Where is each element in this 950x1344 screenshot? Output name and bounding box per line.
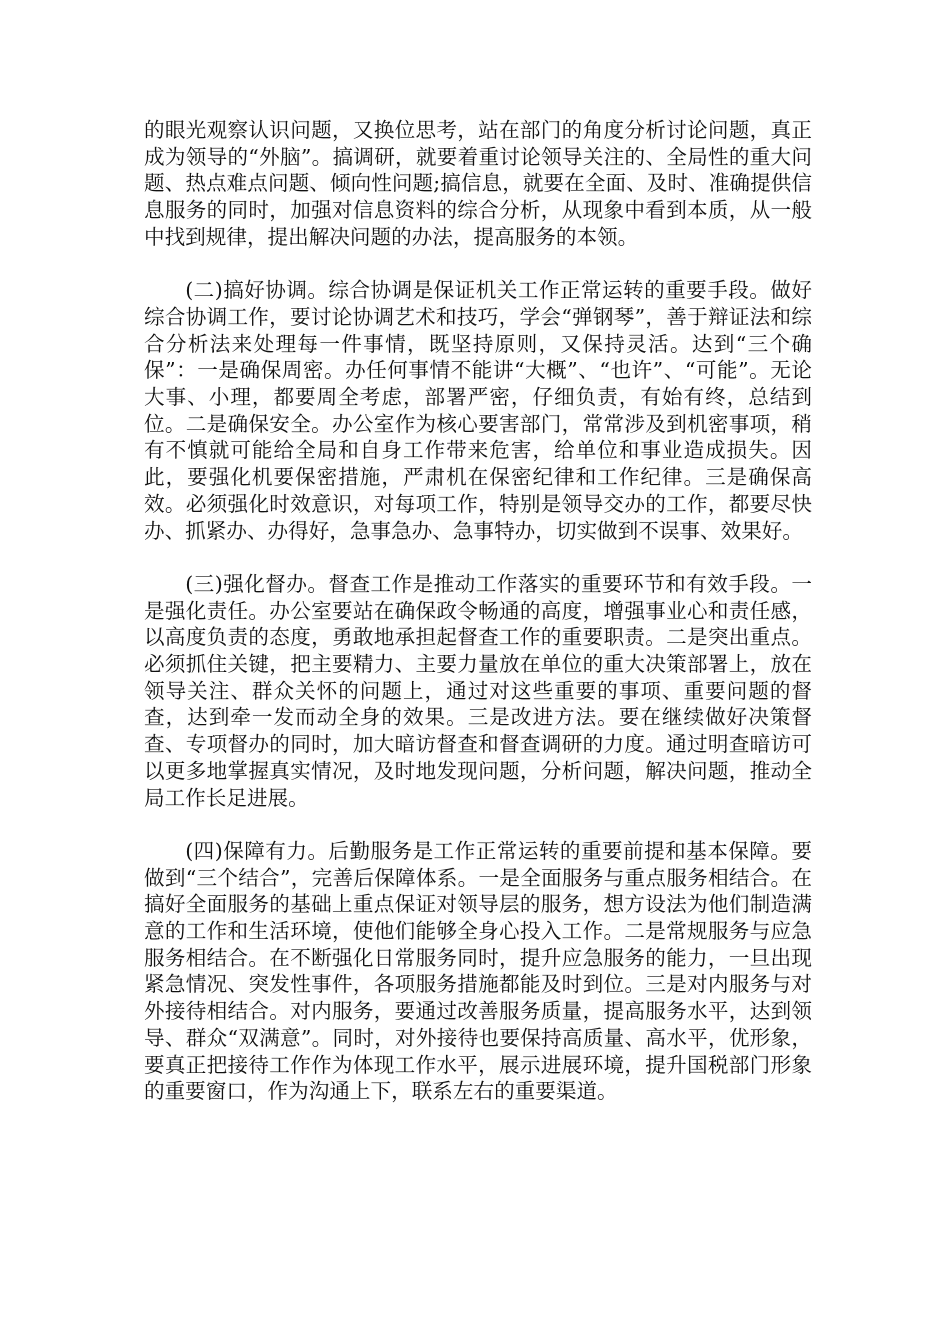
paragraph-continued: 的眼光观察认识问题，又换位思考，站在部门的角度分析讨论问题，真正成为领导的“外脑”。搞调研，就要着重讨论领导关注的、全局性的重大问题、热点难点问题、倾向性问题;搞信息，就要在全面、及时、准确提供信息服务的同时，加强对信息资料的综合分析，从现象中看到本质，从一般中找到规律，提出解决问题的办法，提高服务的本领。: [144, 118, 812, 249]
paragraph-coordination: (二)搞好协调。综合协调是保证机关工作正常运转的重要手段。做好综合协调工作，要讨论协调艺术和技巧，学会“弹钢琴”，善于辩证法和综合分析法来处理每一件事情，既坚持原则，又保持灵活。达到“三个确保”：一是确保周密。办任何事情不能讲“大概”、“也许”、“可能”。无论大事、小理，都要周全考虑，部署严密，仔细负责，有始有终，总结到位。二是确保安全。办公室作为核心要害部门，常常涉及到机密事项，稍有不慎就可能给全局和自身工作带来危害，给单位和事业造成损失。因此，要强化机要保密措施，严肃机在保密纪律和工作纪律。三是确保高效。必须强化时效意识，对每项工作，特别是领导交办的工作，都要尽快办、抓紧办、办得好，急事急办、急事特办，切实做到不误事、效果好。: [144, 278, 812, 543]
paragraph-gap: [144, 811, 812, 838]
paragraph-gap: [144, 544, 812, 571]
paragraph-supervision: (三)强化督办。督查工作是推动工作落实的重要环节和有效手段。一是强化责任。办公室要站在确保政令畅通的高度，增强事业心和责任感，以高度负责的态度，勇敢地承担起督查工作的重要职责。二是突出重点。必须抓住关键，把主要精力、主要力量放在单位的重大决策部署上，放在领导关注、群众关怀的问题上，通过对这些重要的事项、重要问题的督查，达到牵一发而动全身的效果。三是改进方法。要在继续做好决策督查、专项督办的同时，加大暗访督查和督查调研的力度。通过明查暗访可以更多地掌握真实情况，及时地发现问题，分析问题，解决问题，推动全局工作长足进展。: [144, 571, 812, 810]
document-body: [144, 117, 812, 1105]
paragraph-support: (四)保障有力。后勤服务是工作正常运转的重要前提和基本保障。要做到“三个结合”，完善后保障体系。一是全面服务与重点服务相结合。在搞好全面服务的基础上重点保证对领导层的服务，想方设法为他们制造满意的工作和生活环境，使他们能够全身心投入工作。二是常规服务与应急服务相结合。在不断强化日常服务同时，提升应急服务的能力，一旦出现紧急情况、突发性事件，各项服务措施都能及时到位。三是对内服务与对外接待相结合。对内服务，要通过改善服务质量，提高服务水平，达到领导、群众“双满意”。同时，对外接待也要保持高质量、高水平，优形象，要真正把接待工作作为体现工作水平，展示进展环境，提升国税部门形象的重要窗口，作为沟通上下，联系左右的重要渠道。: [144, 838, 812, 1104]
paragraph-gap: [144, 251, 812, 278]
